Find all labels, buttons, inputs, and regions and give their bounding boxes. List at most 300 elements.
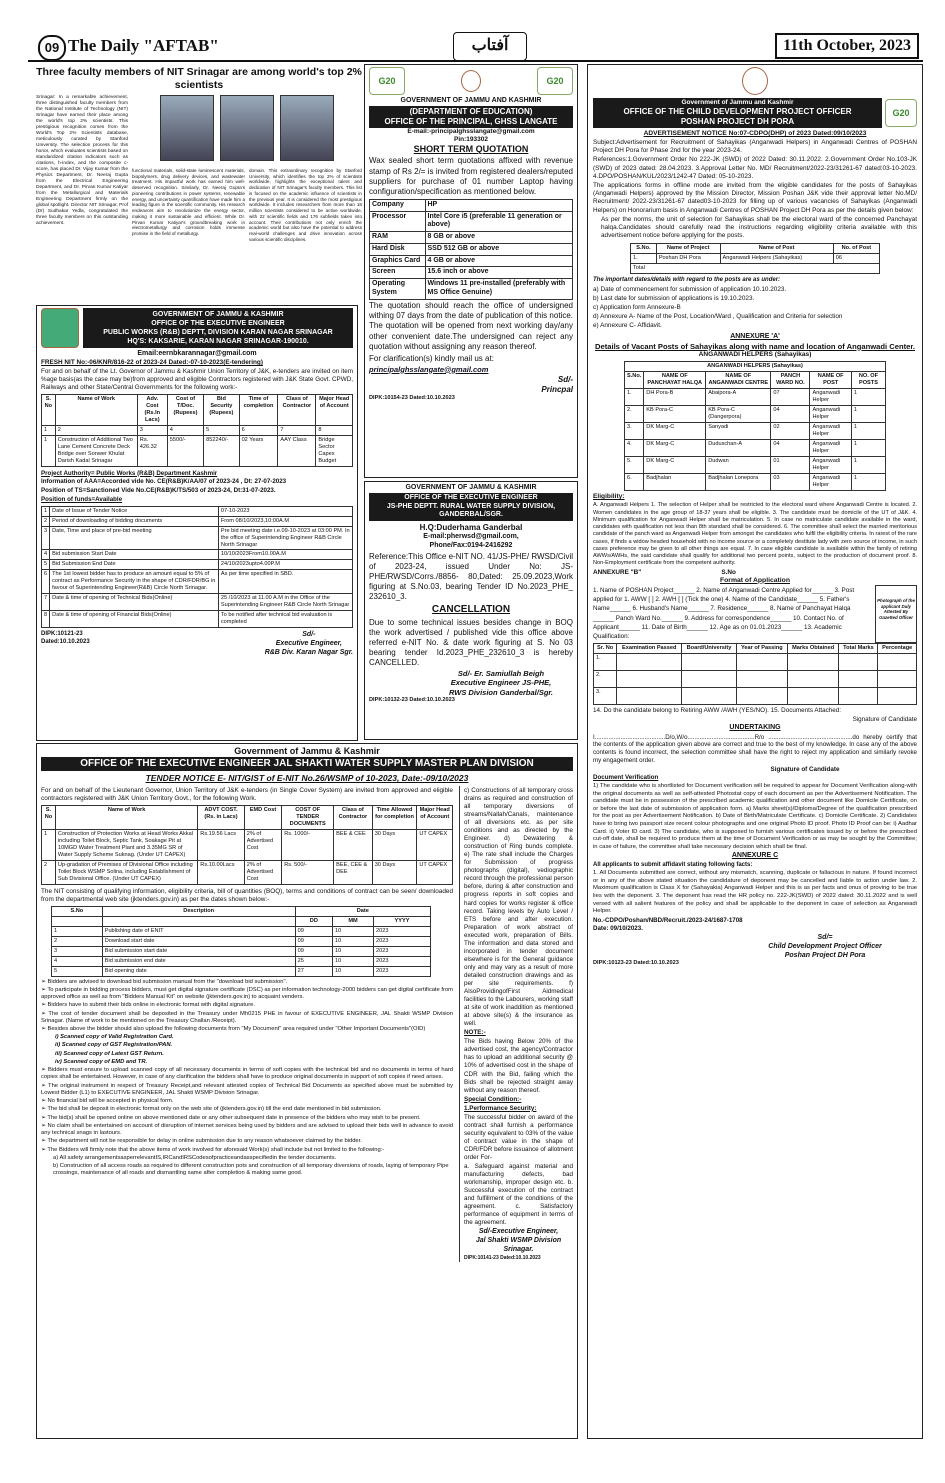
table-cell: 1 (851, 474, 885, 491)
table-cell: 2023 (373, 926, 430, 936)
jal-bullets (41, 979, 453, 1154)
table-row (52, 926, 431, 936)
table-cell: 6 (239, 425, 278, 435)
table-cell: 2. (594, 671, 617, 688)
table-cell: 1. (631, 254, 657, 264)
jal-perf: 1.Performance Security: (464, 1104, 537, 1112)
cdpo-sno: S.No (721, 568, 736, 576)
spec-label: Operating System (370, 279, 426, 300)
table-cell: 1 (851, 406, 885, 423)
page-header (28, 30, 923, 62)
list-item: ➢ The bid(s) shall be opened online on above mentioned date or any other subsequent date in presence of the bidders who may wish to be present. (41, 1114, 421, 1121)
phe-signature: Sd/- Er. Samiullah Beigh Executive Engineer JS-PHE, RWS Division Ganderbal/Sgr. (448, 669, 554, 697)
cdpo-vacancy-table (624, 361, 886, 491)
cdpo-post-table (630, 243, 880, 274)
jal-signature: Sd/-Executive Engineer, Jal Shakti WSMP Division Srinagar. (475, 1228, 562, 1254)
cdpo-dates-list (593, 286, 917, 330)
table-cell: 04 (771, 406, 810, 423)
table-cell: KB Pora-C (Dangerpora) (706, 406, 771, 423)
spec-value: 15.6 inch or above (425, 267, 573, 279)
table-row (594, 671, 917, 688)
table-cell: 1 (42, 425, 56, 435)
table-row (370, 279, 573, 300)
table-cell: 10/10/2023From10.00A.M (218, 550, 352, 560)
table-header-cell: S. No (42, 394, 56, 425)
table-row (370, 232, 573, 244)
table-cell: 2. (625, 406, 644, 423)
list-item: i) Scanned copy of Valid Registration Card. (55, 1034, 174, 1041)
cdpo-annex-c-text: 1. All Documents submitted are correct, without any mismatch, scanning, duplicate or fallacious in nature. If found incorrect or in any of the above stated situation the candidature of deponent may be cancelled and liable to action under law. 2. Maximum qualification is Class X for (Sahayakia) Anganwadi Helper and this is as per facts and onus of proving to be true lies with the deponent. 3. The deponent has read the HR policy no. 222-JK(SWD) of 2022 dated: 30.11.2022 and is well versed with all salient features of the policy and shall be applicable to the deponent in case of selection as Anganwadi Helper. (593, 870, 917, 915)
table-cell: UT CAPEX (417, 829, 453, 860)
table-cell (878, 671, 917, 688)
list-item: ➢ Bidders must ensure to upload scanned copy of all necessary documents in terms of soft copies with the technical bid and no documents in terms of hard copies shall be entertained. However, in case of any clarification the bidders shall have to produce original documents in support of soft copies if need arises. (41, 1067, 453, 1081)
table-cell: Anganwadi Helper (810, 389, 851, 406)
spec-label: Hard Disk (370, 243, 426, 255)
jk-emblem-icon (742, 67, 768, 95)
table-cell: 1 (851, 457, 885, 474)
ghss-pin: Pin:193302 (454, 135, 488, 143)
list-item: ➢ To participate in bidding process bidders, must get digital signature certificate (DSC) as per information technology-2000 bidders can get digital certificate from approved office as well as from "Bidders Manual Kit" on website (jktenders.gov.in) to acquaint venders. (41, 986, 453, 1001)
article-col3: domain. This extraordinary recognition by Stanford University, which identifies the top 2% of scientists worldwide, highlights the exceptional talent and dedication of NIT Srinagar's faculty members. This list is focused on the academic influence of scientists in the previous year. It is considered the most prestigious worldwide. It includes researchers from more than 18 million scientists considered to be active worldwide, with 22 scientific fields and 176 subfields taken into account. Their contributions not only enrich the academic world but also have the potential to address real-world challenges and drive innovation across various scientific disciplines. (249, 167, 362, 242)
table-cell: 7 (42, 594, 50, 611)
list-item: b) Last date for submission of applications is 19.10.2023. (593, 294, 755, 302)
table-header-cell: No. of Post (833, 244, 879, 254)
table-cell: BEE, CEE & DEE (334, 860, 373, 884)
table-cell: 1 (42, 829, 56, 860)
article-col2: functional materials, solid-state luminescent materials, biopolymers, drug delivery devices, and wastewater treatment. His impactful work has earned him well-deserved recognition. Similarly, Dr. Neeraj Gupta's pioneering contributions in power systems, renewable energy, and uncertainty quantification have made him a leading figure in the scientific community. His research endeavors aim to revolutionize the energy sector, making it more sustainable and efficient. While Dr. Pirvan Kumar Katiyar's groundbreaking work in electrometallurgy and corrosion holds immense promise in the field of metallurgy. (132, 167, 245, 237)
cdpo-sig-candidate-2: Signature of Candidate (770, 765, 840, 773)
page-number: 09 (38, 35, 66, 61)
cdpo-ref-no: No.-CDPO/Poshan/NBD/Recruit./2023-24/1687-1708 (593, 916, 743, 924)
table-cell: 3 (137, 425, 167, 435)
table-row (594, 688, 917, 705)
jal-special: Special Condition:- (464, 1095, 522, 1103)
table-cell: Date of Issue of Tender Notice (50, 506, 219, 516)
jal-note: The NIT consisting of qualifying information, eligibility criteria, bill of quantities (BOQ), terms and conditions of contract can be seen/ downloaded from the departmental web site (jktenders.gov.in) as per the dates shown below:- (41, 887, 453, 903)
table-cell: 09 (295, 936, 332, 946)
ghss-mail-link[interactable]: principalghsslangate@gmail.com (369, 364, 489, 374)
table-cell: 2% of Advertised Cost (244, 829, 282, 860)
cdpo-annex-c: ANNEXURE C (731, 852, 779, 860)
table-header-cell: Name of Work (55, 805, 197, 829)
table-header-cell: Examination Passed (617, 644, 682, 654)
phe-hq: H.Q:Duderhama Ganderbal (419, 523, 523, 532)
table-cell: Rs. 1000/- (282, 829, 334, 860)
table-cell: 01 (771, 457, 810, 474)
table-cell: KB Pora-C (644, 406, 706, 423)
table-cell (736, 654, 787, 671)
table-row (52, 956, 431, 966)
rnb-notice (36, 305, 358, 741)
issue-date: 11th October, 2023 (775, 33, 919, 59)
table-cell: 04 (771, 440, 810, 457)
table-cell: Badjhalan (644, 474, 706, 491)
table-header-cell: S.No (52, 906, 103, 916)
table-cell: 06 (833, 254, 879, 264)
jal-a-text: All safety arrangementsasperrelevantIS,IRCandIRSCodesofpracticeandasspecifiedin the tender documents. (59, 1154, 337, 1161)
table-cell (617, 654, 682, 671)
table-header-cell: DD (295, 916, 332, 926)
table-row (42, 560, 353, 570)
table-cell: 2023 (373, 936, 430, 946)
table-cell: 1 (851, 423, 885, 440)
spec-value: 4 GB or above (425, 255, 573, 267)
table-header-cell: Major Head of Account (316, 394, 353, 425)
table-cell: Construction of Protection Works at Head Works Akkal including Toilet Block, Septic Tank, Soakage Pit at 10MGD Water Treatment Plant and 3.35MG SR of Water Supply Scheme Suknag. (Under UT CAPEX) (55, 829, 197, 860)
table-cell: DH Pora-B (644, 389, 706, 406)
ghss-signature: Sd/- Princpal (541, 374, 573, 394)
table-cell: 2023 (373, 966, 430, 976)
table-cell: 6 (42, 570, 50, 594)
table-cell: 30 Days (372, 860, 417, 884)
table-cell: 30 Days (372, 829, 417, 860)
phe-reference: Reference:This Office e-NIT NO. 41/JS-PHE/ RWSD/Civil of 2023-24, issued Under No: JS-PHE/RWSD/Corrs./8856- 80,Dated: 25.09.2023,Work figuring at S.No.03, bearing Tender ID No.2023_PHE_ 232610_3. (369, 551, 573, 601)
cdpo-adv-no: ADVERTISEMENT NOTICE No:07-CDPO(DHP) of 2023 Dated:09/10/2023 (643, 129, 867, 137)
rnb-email: Email:eernbkarannagar@gmail.com (137, 350, 257, 358)
phe-notice (364, 481, 578, 740)
list-item: ➢ The bid shall be deposit in electronic format only on the web site of (jktenders.gov.in) till the end date mentioned in bid submission. (41, 1106, 382, 1113)
table-cell: 2 (52, 936, 103, 946)
table-row (42, 526, 353, 550)
cdpo-signature: Sd/= Child Development Project Officer Poshan Project DH Pora (768, 934, 882, 959)
spec-value: SSD 512 GB or above (425, 243, 573, 255)
cdpo-project: POSHAN PROJECT DH PORA (680, 116, 795, 126)
table-cell: 10 (333, 946, 374, 956)
table-row (370, 211, 573, 232)
table-header-cell: Date (295, 906, 430, 916)
table-cell: Pre bid meeting date i.e.09-10-2023 at 03:00 PM. In the office of Superintending Engineer R&B Circle North Srinagar (218, 526, 352, 550)
rnb-office: OFFICE OF THE EXECUTIVE ENGINEER (151, 320, 285, 328)
ghss-title: SHORT TERM QUOTATION (413, 144, 529, 154)
cdpo-annex-b: ANNEXURE "B" (593, 568, 642, 576)
table-cell: 10 (333, 966, 374, 976)
table-cell: 27 (295, 966, 332, 976)
table-cell: Date, Time and place of pre-bid meeting (50, 526, 219, 550)
table-cell: Anganwadi Helper (810, 423, 851, 440)
table-cell: From 08/10/2023,10:00A.M (218, 516, 352, 526)
table-header-cell: Time Allowed for completion (372, 805, 417, 829)
rnb-schedule-table (41, 506, 353, 629)
table-cell: 5 (42, 560, 50, 570)
jal-notice-no: TENDER NOTICE E- NIT/GIST of E-NIT No.26/WSMP of 10-2023, Date:-09/10/2023 (145, 773, 469, 784)
table-cell: Download start date (102, 936, 295, 946)
cdpo-gov: Government of Jammu and Kashmir (681, 98, 794, 106)
spec-value: 8 GB or above (425, 232, 573, 244)
table-row (52, 936, 431, 946)
jal-b-text: Construction of all access roads as required to different construction pots and construction of all temporary diversions of roads, laying of temporary Pipe crossings, maintenance of all roads and dismantling same after completion & making same good. (53, 1163, 449, 1177)
list-item: iv) Scanned copy of EMD and TR. (55, 1058, 148, 1065)
table-cell: Date & time of opening of Financial Bids(Online) (50, 611, 219, 628)
table-cell: Anganwadi Helper (810, 406, 851, 423)
table-cell (617, 671, 682, 688)
cdpo-subject: Subject:Advertisement for Recruitment of Sahayikas (Anganwadi Helpers) in Anganwadi Centres of POSHAN Project DH Pora for Phase 2nd for the year 2023-24. (593, 139, 917, 155)
table-cell: Bid submission start date (102, 946, 295, 956)
spec-label: Graphics Card (370, 255, 426, 267)
ghss-body: The quotation should reach the office of undersigned withing 07 days from the date of publication of this notice. The quotation will be opened from next working day/any other convenient date.The undersigned can reject any quotation without assigning any reason thereof. (369, 300, 573, 352)
table-row (42, 611, 353, 628)
table-cell: The 1st lowest bidder has to produce an amount equal to 5% of contract as Performance Security in the shape of CDR/FDR/BG in favour of Superintending Engineer(R&B) Circle North Srinagar. (50, 570, 219, 594)
spec-label: Company (370, 199, 426, 211)
table-cell: 03 (771, 474, 810, 491)
table-header-cell: Total Marks (839, 644, 878, 654)
table-cell: 1. (625, 389, 644, 406)
table-cell: 07 (771, 389, 810, 406)
cdpo-post-total: Total (631, 264, 880, 274)
table-cell: 2% of Advertised Cost (244, 860, 282, 884)
table-cell: Bid submission end date (102, 956, 295, 966)
table-cell: 5. (625, 457, 644, 474)
cdpo-docver-text: 1) The candidate who is shortlisted for Document verification will be required to appear for Document Verification along-with the original documents as well as self-attested Photostat copy of each document as per the Advertisement Notification. The candidate must be in possession of the prescribed academic qualification and other document like Domicile Certificate, on or before the last date of submission of application form. a) Marks sheet(s)/Diploma/Degree of the qualification prescribed for the post as per Advertisement Notification. b) Date of Birth/Matriculate Certificate. c) Domicile Certificate. 2) Candidates have to bring two passport size recent colour photographs and one original Photo ID proof. Photo ID Proof can be: i) Aadhar Card. ii) Voter ID card. 3) The candidate, who is supposed to furnish various certificates issued by or before the prescribed cut-off date, shall be required to produce them at the time of Document Verification or as may be sought by the Committee; in case of failure, the committee shall take necessary decision which shall be final. (593, 783, 917, 850)
scientist-photo (220, 95, 274, 161)
table-cell: Rs.19.56 Lacs (198, 829, 244, 860)
table-header-cell: Name of Project (656, 244, 720, 254)
table-cell: 2023 (373, 946, 430, 956)
cdpo-elig-head: Eligibility: (593, 493, 625, 501)
jal-shakti-notice (36, 743, 578, 1439)
table-cell: Bid Submission End Date (50, 560, 219, 570)
table-cell: Duduschan-A (706, 440, 771, 457)
list-item: e) Annexure C- Affidavit. (593, 321, 662, 329)
rnb-work-table (41, 394, 353, 467)
table-header-cell: NO. OF POSTS (851, 372, 885, 389)
jal-b: b) Construction of all access roads as required to different construction pots and construction of all temporary diversions of roads, laying of temporary Pipe crossings, maintenance of all roads and dismantling same after completion & making same good. (53, 1163, 449, 1177)
table-cell: 09 (295, 926, 332, 936)
list-item: ii) Scanned copy of GST Registration/PAN. (55, 1042, 173, 1049)
table-cell: To be notified after technical bid evaluation is completed (218, 611, 352, 628)
jal-office: OFFICE OF THE EXECUTIVE ENGINEER JAL SHAKTI WATER SUPPLY MASTER PLAN DIVISION (41, 757, 573, 771)
laptop-spec-table (369, 199, 573, 300)
table-cell (787, 671, 838, 688)
list-item: ➢ The Bidders will firmly note that the above items of work involved for aforesaid Work(s) shall include but not limited to the following:- (41, 1146, 385, 1153)
table-cell (787, 654, 838, 671)
rnb-intro: For and on behalf of the Lt. Governor of Jammu & Kashmir Union Territory of J&K, e-tenders are invited on item %age basis(as the case may be)from approved and eligible Contractors registered with J&K State Govt. CPWD, Railways and other State/Central Governments for the following work:- (41, 368, 353, 391)
table-header-cell: Percentage (878, 644, 917, 654)
rnb-signature: Sd/- Executive Engineer, R&B Div. Karan Nagar Sgr. (264, 631, 353, 656)
cdpo-ref-date: Date: 09/10/2023. (593, 925, 643, 933)
table-row (625, 474, 886, 491)
rnb-funds: Position of funds=Available (41, 495, 123, 503)
table-cell: 5 (52, 966, 103, 976)
table-row (594, 654, 917, 671)
cdpo-annex-a-title: Details of Vacant Posts of Sahayikas along with name and location of Anganwadi Center. (595, 341, 915, 351)
jal-works-table (41, 805, 453, 885)
cdpo-refs: References:1.Government Order No 222-JK (SWD) of 2022 Dated: 30.11.2022. 2.Government Order No.103-JK (SWD) of 2023 dated: 28.04.2023. 3.Approval Letter No. MD/ Recruitment/2022-23/31261-67 dated:03-10-2023. 4.DPO/POSHAN/KUL/2023/1242-47 Dated: 05-10-2023. (593, 156, 917, 180)
table-cell: 4. (625, 440, 644, 457)
list-item: ➢ Bidders have to submit their bids online in electronic format with digital signature. (41, 1002, 255, 1009)
cdpo-form-title: Format of Application (720, 576, 790, 584)
table-cell: 3. (625, 423, 644, 440)
table-header-cell: Bid Security (Rupees) (204, 394, 239, 425)
cdpo-office: OFFICE OF THE CHILD DEVELOPMENT PROJECT OFFICER (623, 106, 852, 116)
table-header-cell: YYYY (373, 916, 430, 926)
table-row (42, 570, 353, 594)
table-row (42, 550, 353, 560)
table-header-cell: Time of completion (239, 394, 278, 425)
table-cell: Rs. 500/- (282, 860, 334, 884)
table-cell: Anganwadi Helper (810, 440, 851, 457)
table-row (370, 267, 573, 279)
table-cell: Construction of Additional Two Lane Cement Concrete Deck Bridge over Sonwer Khulat Darish Kadal Srinagar (55, 435, 137, 466)
table-header-cell: ADVT COST. (Rs. in Lacs) (198, 805, 244, 829)
list-item: ➢ Bidders are advised to download bid submission manual from the "download bid submission". (41, 978, 288, 985)
spec-label: RAM (370, 232, 426, 244)
nit-article (36, 64, 362, 304)
ghss-dept: (DEPARTMENT OF EDUCATION) (409, 106, 533, 116)
rnb-dipk: DIPK:10121-23 Dated:10.10.2023 (41, 631, 90, 645)
cdpo-eligibility: A. Anganwadi Helpers 1. The selection of Helper shall be restricted to the electoral ward where Anganwadi Centre is located. 2. Women candidates in the age group of 18-37 years shall be eligible. 3. The candidate must be domicile of the UT of J&K. 4. Minimum qualification for Anganwadi Helper shall be matriculation. 5. In case no matriculate candidate available in the ward, candidates with qualification not less than 8th standard shall be considered. 6. The committee shall select the married meritorious candidate of the panch ward as Anganwadi Helper from amongst the candidates who fulfil the eligibility criteria. In rarest of the rare cases, if finds a widow headed household with no income source or a completely destitute lady with zero source of income, in such cases preference may be given to all other things are equal. 7. In case eligible candidate is available within the family of retiring AWWs/AWHs, the said candidate shall qualify for additional two percent points, subject to the production of document proof. 8. Non-Employment certificate from the competent authority. (593, 502, 917, 567)
table-cell: Rs. 426.32 (137, 435, 167, 466)
list-item: iii) Scanned copy of Latest GST Return. (55, 1050, 164, 1057)
rnb-aaa: Information of AAA=Accorded vide No. CE(R&B)K/AA/07 of 2023-24 , Dt: 27-07-2023 (41, 478, 287, 486)
table-header-cell: Class of Contractor (278, 394, 316, 425)
spec-value: HP (425, 199, 573, 211)
table-cell: Sanyadi (706, 423, 771, 440)
photo-box: Photograph of the applicant Duly Attested By Gazetted Officer (875, 585, 917, 643)
pwd-logo-icon (41, 308, 79, 348)
spec-value: Intel Core i5 (preferable 11 generation or above) (425, 211, 573, 232)
table-cell: Date & time of opening of Technical Bids(Online) (50, 594, 219, 611)
cdpo-undertaking: UNDERTAKING (729, 723, 781, 731)
table-cell: 02 Years (239, 435, 278, 466)
table-header-cell: S.No. (625, 372, 644, 389)
table-cell: DK Marg-C (644, 423, 706, 440)
table-cell: As per time specified in SBD. (218, 570, 352, 594)
jal-dipk: DIPK:10141-23 Dated:10.10.2023 (464, 1255, 541, 1262)
table-cell: Anganwadi Helper (810, 474, 851, 491)
table-cell: 24/10/2023upto4.00P.M (218, 560, 352, 570)
list-item: c) Application form Annexure-B (593, 303, 681, 311)
jal-intro: For and on behalf of the Lieutenant Governor, Union Territory of J&K e-tenders (in Single Cover System) are invited from approved and eligible contractors registered with J&K Union Territory Govt., for the following Work. (41, 786, 453, 802)
rnb-gov: GOVERNMENT OF JAMMU & KASHMIR (152, 311, 284, 318)
table-cell (839, 654, 878, 671)
ghss-dipk: DIPK:10154-23 Dated:10.10.2023 (369, 394, 455, 401)
table-cell: 09 (295, 946, 332, 956)
table-header-cell: Year of Passing (736, 644, 787, 654)
article-headline: Three faculty members of NIT Srinagar are among world's top 2% scientists (36, 66, 362, 91)
rnb-dept: PUBLIC WORKS (R&B) DEPTT, DIVISION KARAN NAGAR SRINAGAR (103, 329, 333, 337)
table-cell (878, 654, 917, 671)
table-cell: Rs.10.00Lacs (198, 860, 244, 884)
scientist-photo (280, 95, 334, 161)
phe-dipk: DIPK:10132-23 Dated:10.10.2023 (369, 697, 455, 704)
table-cell: 4 (42, 550, 50, 560)
phe-phone: Phone/Fax:0194-2416292 (429, 541, 513, 549)
table-header-cell: EMD Cost (244, 805, 282, 829)
list-item: ➢ Besides above the bidder should also upload the following documents from "My Document" area required under "Other Important Documents"(OID) (41, 1026, 426, 1033)
phe-email: E-mail:pherwsd@gmail.com, (423, 533, 519, 540)
table-row (42, 594, 353, 611)
cdpo-dates-head: The important dates/details with regard to the posts are as under: (593, 277, 781, 284)
table-cell: 25 /10/2023 at 11.00 A.M in the Office of the Superintending Engineer R&B Circle North Srinagar (218, 594, 352, 611)
list-item: ➢ The original instrument in respect of Treasury Receipt,and relevant attested copies of Technical Bid Documents as specified above must be submitted by Lowest Bidder (L1) to EXECUTIVE ENGINEER, JAL Shakti WSMP Division Srinagar. (41, 1082, 453, 1096)
table-cell (682, 654, 737, 671)
paper-name: The Daily "AFTAB" (68, 36, 219, 55)
table-cell: 2 (55, 425, 137, 435)
table-header-cell (52, 916, 103, 926)
table-header-cell: Adv. Cost (Rs.In Lacs) (137, 394, 167, 425)
table-cell: Bid submission Start Date (50, 550, 219, 560)
table-cell (736, 671, 787, 688)
table-cell: Anganwadi Helpers (Sahayikas) (720, 254, 833, 264)
table-header-cell: Cost of T/Doc. (Rupees) (167, 394, 203, 425)
table-cell: Publishing date of ENIT (102, 926, 295, 936)
g20-logo-icon: G20 (537, 67, 573, 95)
table-cell: Bridge Sector Capex Budget (316, 435, 353, 466)
table-header-cell: Description (102, 906, 295, 916)
jal-perf-text: The successful bidder on award of the contract shall furnish a performance security equivalent to 03% of the value of contract value in the shape of CDR/FDR before issuance of allotment order For- (464, 1113, 573, 1161)
table-row (625, 457, 886, 474)
table-cell (839, 671, 878, 688)
table-cell (682, 671, 737, 688)
table-row (625, 406, 886, 423)
article-photos (132, 95, 362, 164)
table-cell (617, 688, 682, 705)
table-header-cell: S.No. (631, 244, 657, 254)
cdpo-qualification-table (593, 643, 917, 705)
table-cell: 2023 (373, 956, 430, 966)
table-cell: 5500/- (167, 435, 203, 466)
table-cell: 02 (771, 423, 810, 440)
table-cell: Anganwadi Helper (810, 457, 851, 474)
cdpo-aw-title: ANGANWADI HELPERS (Sahayikas) (698, 351, 812, 359)
table-row (42, 829, 453, 860)
rnb-ts: Position of TS=Sanctioned Vide No.CE(R&B)K/TS/503 of 2023-24, Dt:31-07-2023. (41, 487, 276, 495)
table-cell (839, 688, 878, 705)
table-header-cell: S. No (42, 805, 56, 829)
phe-title: CANCELLATION (431, 603, 511, 615)
jal-gov: Government of Jammu & Kashmir (234, 746, 380, 756)
ghss-office: OFFICE OF THE PRINCIPAL, GHSS LANGATE (384, 116, 558, 126)
g20-logo-icon: G20 (885, 99, 917, 127)
table-row (625, 423, 886, 440)
cdpo-form-fields: 1. Name of POSHAN Project______ 2. Name of Anganwadi Centre Applied for______ 3. Post applied for 1. AWW [ ] 2. AWH [ ] (Tick the one) 4. Name of the Candidate______ 5. Father's Name______ 6. Husband's Name______ 7. Residence______ 8. Name of Panchayat Halqa ______ Panch Ward No.______ 9. Address for correspondence______ 10. Contact No. of Applicant______ 11. Date of Birth______ 12. Age as on 01.01.2023______ 13. Academic Qualification: (593, 587, 855, 640)
table-cell: 1. (594, 654, 617, 671)
table-row (370, 255, 573, 267)
table-cell: 25 (295, 956, 332, 966)
jal-date-table (51, 906, 431, 977)
table-row (370, 199, 573, 211)
jal-note-head: NOTE:- (464, 1029, 486, 1037)
table-header-cell: Class of Contractor (334, 805, 373, 829)
list-item: ➢ The department will not be responsible for delay in online submission due to any reason whatsoever claimed by the bidder. (41, 1138, 362, 1145)
jal-perf-items: a. Safeguard against material and manufacturing defects, bad workmanship, improper design etc. b. Successful execution of the contract and fulfillment of the conditions of the agreement. c. Satisfactory performance of equipment in terms of the agreement. (464, 1163, 573, 1227)
table-cell: 10 (333, 926, 374, 936)
table-header-cell: PANCH WARD NO. (771, 372, 810, 389)
table-cell: 1 (42, 506, 50, 516)
table-row (370, 243, 573, 255)
ghss-notice (364, 64, 578, 478)
table-cell: 3 (52, 946, 103, 956)
cdpo-after: 14. Do the candidate belong to Retiring AWW /AWH (YES/NO). 15. Documents Attached: (593, 707, 842, 715)
table-header-cell: Marks Obtained (787, 644, 838, 654)
rnb-hq: HQ'S: KAKSARIE, KARAN NAGAR SRINAGAR-190010. (127, 338, 309, 346)
jal-a: a) All safety arrangementsasperrelevantIS,IRCandIRSCodesofpracticeandasspecifiedin the tender documents. (53, 1154, 337, 1161)
table-header-cell: Name of Work (55, 394, 137, 425)
cdpo-notice (587, 64, 923, 1439)
phe-office: OFFICE OF THE EXECUTIVE ENGINEER (404, 493, 538, 501)
table-cell: 1 (851, 389, 885, 406)
phe-div: JS-PHE DEPTT. RURAL WATER SUPPLY DIVISION, GANDERBAL/SGR. (386, 502, 556, 519)
ghss-intro: Wax sealed short term quotations affixed with revenue stamp of Rs 2/= is invited from registered dealers/reputed suppliers for purchase of 01 number Laptop having configuration/specification as mentioned below. (369, 156, 573, 197)
list-item: d) Annexure A- Name of the Post, Location/Ward , Qualification and Criteria for selection (593, 312, 843, 320)
table-cell: 10 (333, 956, 374, 966)
list-item: ➢ No financial bid will be accepted in physical form. (41, 1098, 174, 1105)
g20-logo-icon: G20 (369, 67, 405, 95)
cdpo-sig-candidate: Signature of Candidate (852, 716, 917, 723)
table-cell: DK Marg-C (644, 457, 706, 474)
table-cell: UT CAPEX (417, 860, 453, 884)
table-header-cell: MM (333, 916, 374, 926)
